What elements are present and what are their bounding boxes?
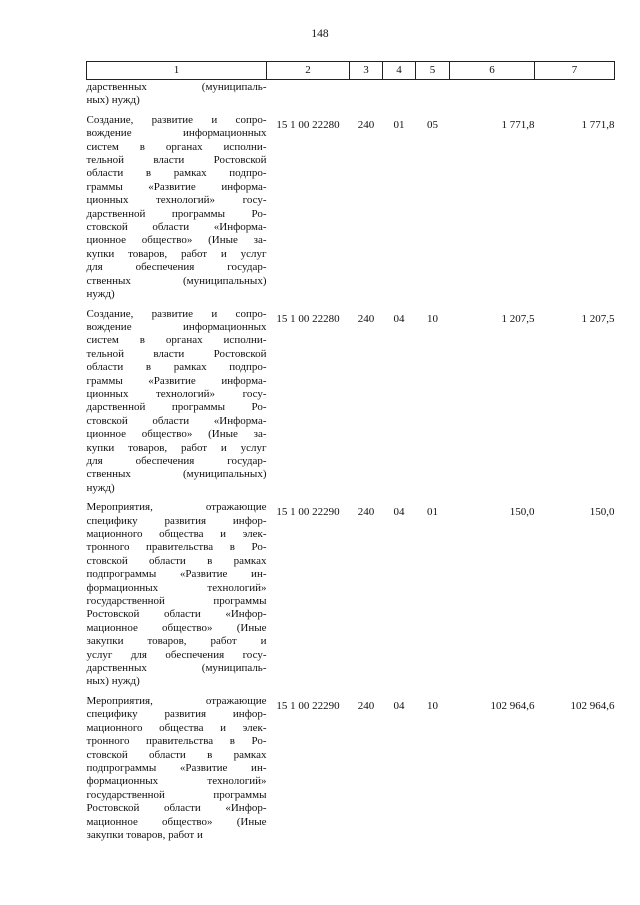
header-col-6: 6 (450, 62, 535, 80)
header-col-2: 2 (267, 62, 350, 80)
row-name: Мероприятия, отражающие специфику развития инфор- мационного общества и элек- тронного правительства в Ро- стовской области в рамках подпрограммы «Развитие ин- формационных технологий» государственной программы Ростовской области «Инфор- мационное общество» (Иные закупки товаров, работ и услуг для обеспечения госу- дарственных (муниципаль- ных) нужд) (86, 501, 267, 688)
row-name: Создание, развитие и сопро- вождение информационных систем в органах исполни- тельной власти Ростовской области в рамках подпро- граммы «Развитие информа- ционных технологий» госу- дарственной программы Ро- стовской области «Информа- ционное общество» (Иные за- купки товаров, работ и услуг для обеспечения государ- ственных (муниципальных) нужд) (86, 113, 267, 301)
row-vr: 240 (357, 506, 375, 519)
row-sum-1: 1 771,8 (501, 118, 535, 131)
header-col-7: 7 (535, 62, 615, 80)
header-col-3: 3 (350, 62, 383, 80)
row-pr: 05 (427, 118, 438, 131)
row-pr: 10 (427, 699, 438, 712)
row-rz: 04 (393, 506, 405, 519)
row-rz: 04 (393, 699, 405, 712)
row-code: 15 1 00 22280 (276, 312, 340, 325)
row-sum-2: 1 771,8 (581, 118, 615, 131)
row-vr: 240 (357, 312, 375, 325)
header-col-1: 1 (87, 62, 267, 80)
header-col-4: 4 (383, 62, 416, 80)
table-row-continuation (87, 80, 615, 114)
page-number: 148 (311, 28, 329, 40)
row-name: дарственных (муниципаль- ных) нужд) (86, 81, 267, 107)
row-sum-2: 102 964,6 (570, 699, 615, 712)
row-pr: 10 (427, 312, 438, 325)
table-row (87, 114, 615, 308)
row-code: 15 1 00 22290 (276, 506, 340, 519)
row-code: 15 1 00 22280 (276, 118, 340, 131)
budget-table (86, 61, 615, 848)
row-pr: 01 (427, 506, 438, 519)
row-sum-1: 150,0 (509, 506, 535, 519)
header-col-5: 5 (416, 62, 450, 80)
row-sum-2: 1 207,5 (581, 312, 615, 325)
row-sum-2: 150,0 (589, 506, 615, 519)
row-vr: 240 (357, 118, 375, 131)
row-name: Мероприятия, отражающие специфику развития инфор- мационного общества и элек- тронного правительства в Ро- стовской области в рамках подпрограммы «Развитие ин- формационных технологий» государственной программы Ростовской области «Инфор- мационное общество» (Иные закупки товаров, работ и (86, 694, 267, 841)
row-sum-1: 1 207,5 (501, 312, 535, 325)
table-row (87, 308, 615, 502)
table-header (87, 62, 615, 80)
row-name: Создание, развитие и сопро- вождение информационных систем в органах исполни- тельной власти Ростовской области в рамках подпро- граммы «Развитие информа- ционных технологий» госу- дарственной программы Ро- стовской области «Информа- ционное общество» (Иные за- купки товаров, работ и услуг для обеспечения государ- ственных (муниципальных) нужд) (86, 307, 267, 494)
row-sum-1: 102 964,6 (490, 699, 535, 712)
table-row (87, 501, 615, 695)
row-rz: 04 (393, 312, 405, 325)
row-vr: 240 (357, 699, 375, 712)
table-row (87, 695, 615, 848)
row-rz: 01 (393, 118, 405, 131)
row-code: 15 1 00 22290 (276, 699, 340, 712)
